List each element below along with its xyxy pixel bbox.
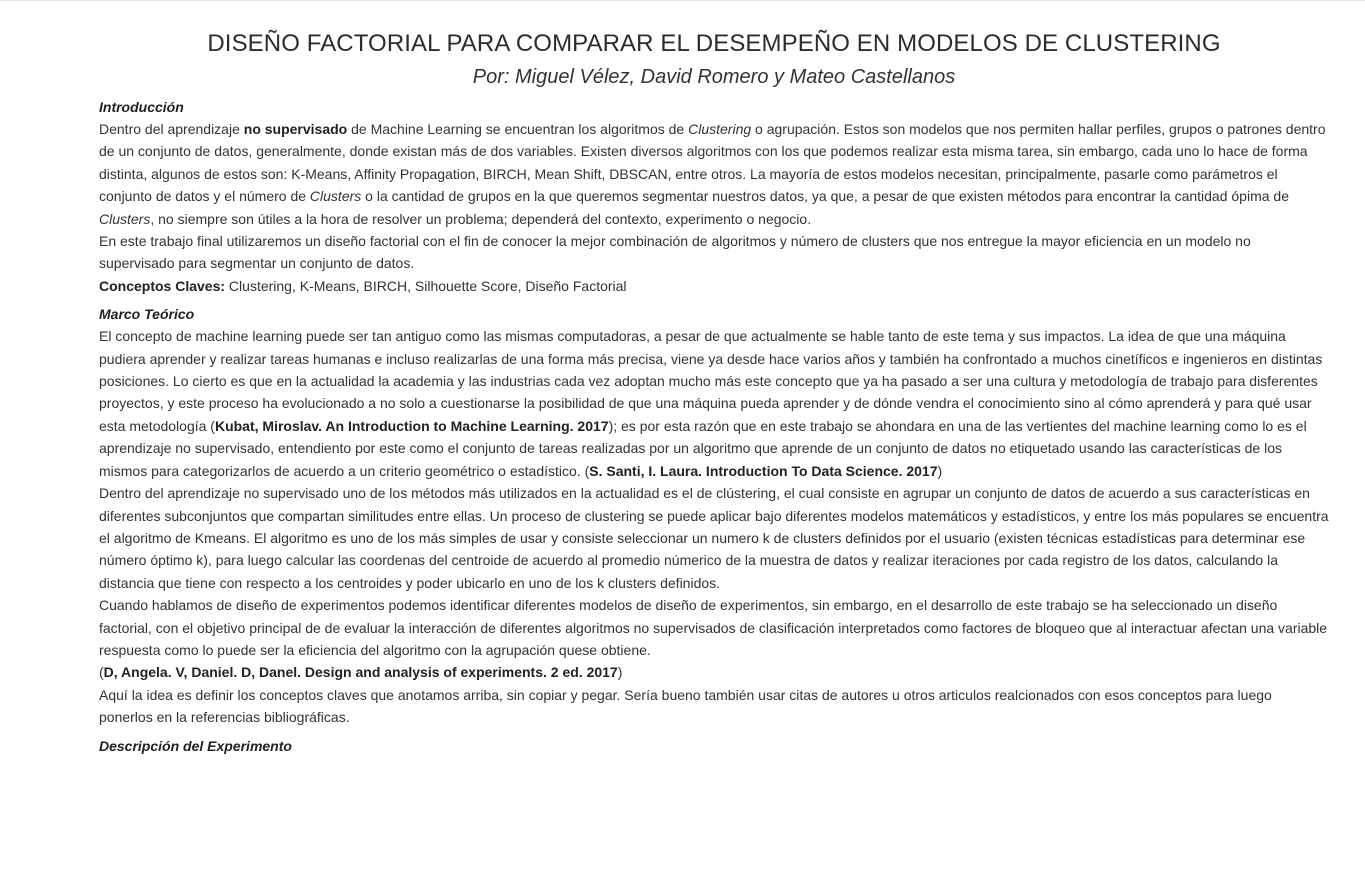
marco-paragraph-1	[99, 325, 1329, 482]
citation-bold: D, Angela. V, Daniel. D, Danel. Design and analysis of experiments. 2 ed. 2017	[103, 664, 618, 681]
paren-open: (	[99, 664, 104, 681]
document-title: DISEÑO FACTORIAL PARA COMPARAR EL DESEMPEÑO EN MODELOS DE CLUSTERING	[207, 30, 1221, 57]
document-authors: Por: Miguel Vélez, David Romero y Mateo Castellanos	[472, 66, 956, 88]
paren-close: )	[617, 664, 623, 681]
text-run: Dentro del aprendizaje	[99, 121, 244, 137]
text-run: o la cantidad de grupos en la que queremos segmentar nuestros datos, ya que, a pesar de que existen métodos para encontrar la cantidad ópima de	[361, 188, 1289, 205]
section-heading-introduccion: Introducción	[99, 99, 184, 115]
text-run: ); es por esta razón que en este trabajo se ahondara en una de las vertientes del machine learning como lo es el aprendizaje no supervisado, entendiento por este como el conjunto de tareas realizadas por un algoritmo que aprende de un conjunto de datos no etiquetado usando las características de los mismos para categorizarlos de acuerdo a un criterio geométrico o estadístico. (	[99, 417, 1307, 479]
citation-bold: Kubat, Miroslav. An Introduction to Machine Learning. 2017	[214, 417, 609, 434]
marco-paragraph-2: Dentro del aprendizaje no supervisado uno de los métodos más utilizados en la actualidad es el de clústering, el cual consiste en agrupar un conjunto de datos de acuerdo a sus características en diferentes subconjuntos que compartan similitudes entre ellas. Un proceso de clustering se puede aplicar bajo diferentes modelos matemáticos y estadísticos, y entre los más populares se encuentra el algoritmo de Kmeans. El algoritmo es uno de los más simples de usar y consiste seleccionar un numero k de clusters definidos por el usuario (existen técnicas estadísticas para determinar ese número óptimo k), para luego calcular las coordenas del centroide de acuerdo al promedio númerico de la muestra de datos y realizar iteraciones por cada registro de los datos, calculando la distancia que tiene con respecto a los centroides y poder ubicarlo en uno de los k clusters definidos.	[99, 485, 1329, 591]
note-paragraph: Aquí la idea es definir los conceptos claves que anotamos arriba, sin copiar y pegar. Sería bueno también usar citas de autores u otros articulos realcionados con esos conceptos para luego ponerlos en la referencias bibliográficas.	[99, 686, 1272, 726]
keywords-value: Clustering, K-Means, BIRCH, Silhouette Score, Diseño Factorial	[225, 277, 627, 294]
document-page	[99, 0, 1329, 757]
text-run: de Machine Learning se encuentran los algoritmos de	[347, 121, 689, 137]
keywords-line	[99, 275, 1329, 297]
section-heading-descripcion: Descripción del Experimento	[99, 737, 292, 754]
text-run: El concepto de machine learning puede ser tan antiguo como las mismas computadoras, a pesar de que actualmente se hable tanto de este tema y sus impactos. La idea de que una máquina pudiera aprender y realizar tareas humanas e incluso realizarlas de una forma más precisa, viene ya desde hace varios años y también ha confrontado a muchos cinetíficos e ingenieros en distintas posiciones. Lo cierto es que en la actualidad la academia y las industrias cada vez adoptan mucho más este concepto que ya ha pasado a ser una cultura y metodología de trabajo para disferentes proyectos, y este proceso ha evolucionado a no solo a cuestionarse la posibilidad de que una máquina pueda aprender y de dónde vendra el conocimiento sino al cómo aprenderá y para qué usar esta metodología (	[99, 328, 1323, 434]
citation-bold: S. Santi, I. Laura. Introduction To Data Science. 2017	[589, 462, 938, 479]
intro-paragraph-2: En este trabajo final utilizaremos un diseño factorial con el fin de conocer la mejor combinación de algoritmos y número de clusters que nos entregue la mayor eficiencia en un modelo no supervisado para segmentar un conjunto de datos.	[99, 233, 1251, 272]
keywords-label: Conceptos Claves:	[99, 277, 226, 294]
reference-line	[99, 661, 1329, 683]
italic-run: Clusters	[99, 210, 151, 227]
section-heading-marco-teorico: Marco Teórico	[99, 306, 195, 323]
text-run: )	[937, 462, 943, 479]
italic-run: Clusters	[309, 188, 362, 205]
text-run: , no siempre son útiles a la hora de resolver un problema; dependerá del contexto, experimento o negocio.	[150, 210, 812, 227]
marco-paragraph-3: Cuando hablamos de diseño de experimentos podemos identificar diferentes modelos de diseño de experimentos, sin embargo, en el desarrollo de este trabajo se ha seleccionado un diseño factorial, con el objetivo principal de de evaluar la interacción de diferentes algoritmos no supervisados de clasificación interpretados como factores de bloqueo que al interactuar afectan una variable respuesta como lo puede ser la eficiencia del algoritmo con la agrupación quese obtiene.	[99, 597, 1328, 658]
italic-run: Clustering	[688, 121, 752, 137]
intro-paragraph-1	[99, 118, 1329, 230]
text-run: o agrupación. Estos son modelos que nos permiten hallar perfiles, grupos o patrones dentro de un conjunto de datos, generalmente, donde existan más de dos variables. Existen diversos algoritmos con los que podemos realizar esta misma tarea, sin embargo, cada uno lo hace de forma distinta, algunos de estos son: K-Means, Affinity Propagation, BIRCH, Mean Shift, DBSCAN, entre otros. La mayoría de estos modelos necesitan, principalmente, pasarle como parámetros el conjunto de datos y el número de	[99, 121, 1326, 205]
bold-run: no supervisado	[243, 121, 348, 137]
